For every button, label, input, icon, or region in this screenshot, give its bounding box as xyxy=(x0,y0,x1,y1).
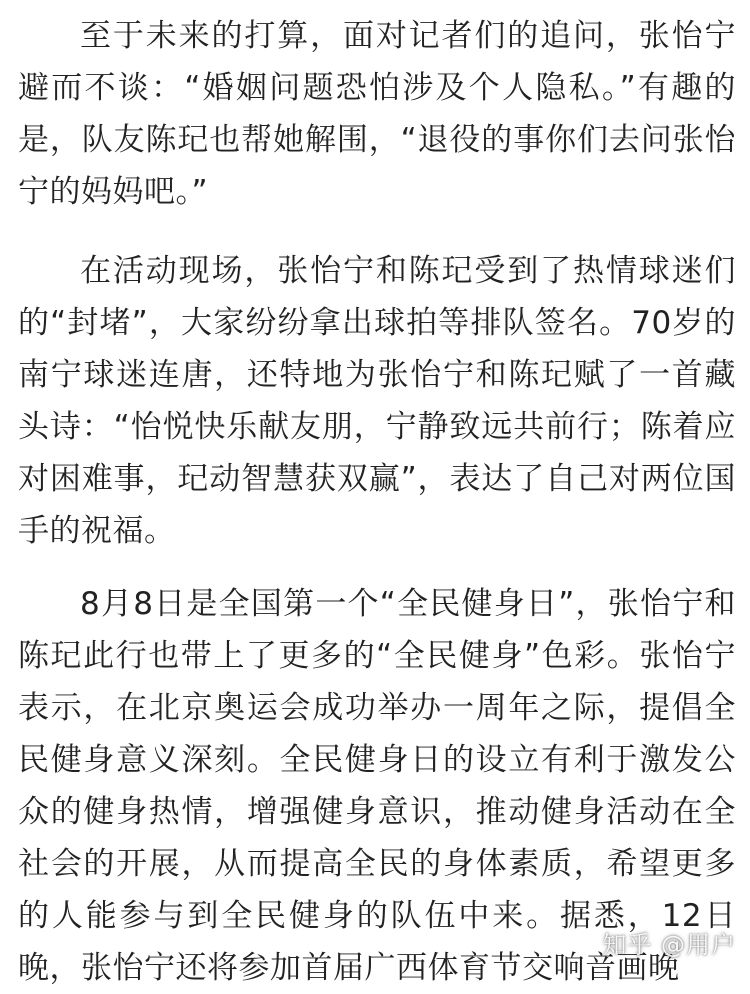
paragraph-3: 8月8日是全国第一个“全民健身日”，张怡宁和陈玘此行也带上了更多的“全民健身”色彩。张怡宁表示，在北京奥运会成功举办一周年之际，提倡全民健身意义深刻。全民健身日的设立有利于激发公众的健身热情，增强健身意识，推动健身活动在全社会的开展，从而提高全民的身体素质，希望更多的人能参与到全民健身的队伍中来。据悉，12日晚，张怡宁还将参加首届广西体育节交响音画晚 xyxy=(18,586,736,986)
paragraph-2: 在活动现场，张怡宁和陈玘受到了热情球迷们的“封堵”，大家纷纷拿出球拍等排队签名。70岁的南宁球迷连唐，还特地为张怡宁和陈玘赋了一首藏头诗：“怡悦快乐献友朋，宁静致远共前行；陈着应对困难事，玘动智慧获双赢”，表达了自己对两位国手的祝福。 xyxy=(18,253,736,549)
zhihu-watermark: 知乎 @用户 xyxy=(602,931,736,959)
paragraph-1: 至于未来的打算，面对记者们的追问，张怡宁避而不谈：“婚姻问题恐怕涉及个人隐私。”有趣的是，队友陈玘也帮她解围，“退役的事你们去问张怡宁的妈妈吧。” xyxy=(18,18,736,210)
